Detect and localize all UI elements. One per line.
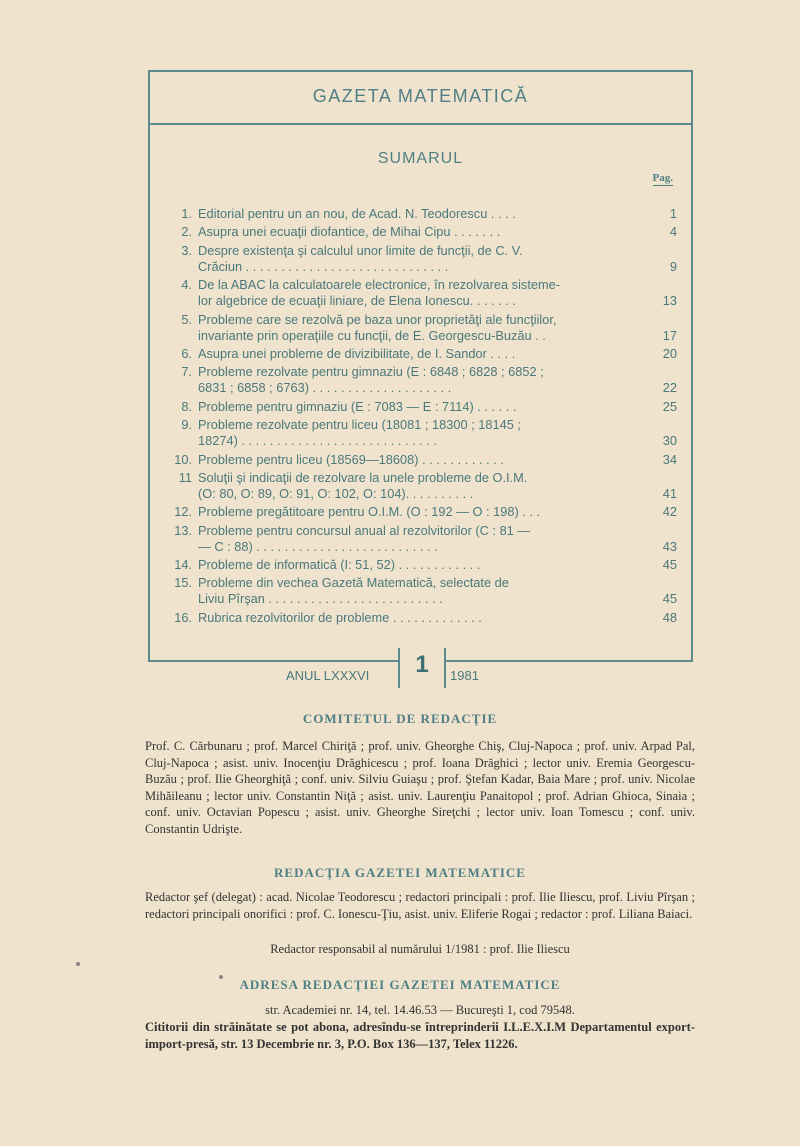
toc-entry-number: 11 [178, 469, 192, 485]
toc-entry-title [198, 364, 639, 396]
toc-entry [172, 399, 677, 415]
volume-label: ANUL LXXXVI [282, 668, 373, 683]
toc-entry [172, 312, 677, 344]
committee-title: COMITETUL DE REDACŢIE [302, 711, 498, 726]
toc-entry [172, 610, 677, 626]
toc-entry [172, 346, 677, 362]
toc-entry-page: 34 [662, 451, 677, 467]
toc-entry-line: 6831 ; 6858 ; 6763) . . . . . . . . . . . . . . . . . . . . [198, 380, 452, 396]
toc-entry-line: 18274) . . . . . . . . . . . . . . . . . . . . . . . . . . . . [198, 433, 437, 449]
print-speck [219, 975, 223, 979]
toc-entry-number: 2. [181, 224, 192, 240]
toc-entry-number: 4. [181, 277, 192, 293]
issue-bar [270, 648, 540, 690]
issue-number: 1 [415, 651, 429, 678]
toc-entry-title [198, 610, 639, 626]
magazine-title: GAZETA MATEMATICĂ [312, 86, 529, 106]
toc-entry-line: Liviu Pîrşan . . . . . . . . . . . . . . . . . . . . . . . . . [198, 591, 443, 607]
editorial-responsible: Redactor responsabil al numărului 1/1981 : prof. Ilie Iliescu [270, 942, 570, 956]
toc-entry-page: 4 [669, 224, 677, 240]
toc-entry-number: 3. [181, 242, 192, 258]
toc-entry-line: Probleme din vechea Gazetă Matematică, selectate de [198, 575, 509, 591]
toc-entry-page: 17 [662, 327, 677, 343]
issue-number-box [398, 648, 446, 688]
toc-entry-title [198, 452, 639, 468]
toc-entry-number: 12. [174, 504, 192, 520]
toc-entry-title [198, 557, 639, 573]
toc-entry-line: Probleme rezolvate pentru gimnaziu (E : 6848 ; 6828 ; 6852 ; [198, 364, 544, 380]
toc-entry-title [198, 206, 639, 222]
address-title: ADRESA REDACŢIEI GAZETEI MATEMATICE [239, 977, 561, 992]
toc-entry-number: 16. [174, 609, 192, 625]
toc-entry-line: Asupra unei ecuaţii diofantice, de Mihai Cipu . . . . . . . [198, 224, 501, 240]
toc-entry-number: 5. [181, 311, 192, 327]
toc-entry-line: Probleme care se rezolvă pe baza unor proprietăţi ale funcţiilor, [198, 311, 557, 327]
toc-entry-page: 48 [662, 609, 677, 625]
toc-entry-title [198, 504, 639, 520]
toc-entry-line: Probleme pentru concursul anual al rezolvitorilor (C : 81 — [198, 522, 531, 538]
toc-entry-line: De la ABAC la calculatoarele electronice, în rezolvarea sisteme- [198, 277, 561, 293]
toc-entry [172, 243, 677, 275]
toc-entry-page: 30 [662, 433, 677, 449]
toc-entry-page: 43 [662, 538, 677, 554]
toc-entry-title [198, 224, 639, 240]
toc-entry-title [198, 277, 639, 309]
toc-entry-title [198, 243, 639, 275]
toc-entry [172, 575, 677, 607]
toc-entry-line: Probleme rezolvate pentru liceu (18081 ; 18300 ; 18145 ; [198, 417, 521, 433]
toc-entry-line: — C : 88) . . . . . . . . . . . . . . . . . . . . . . . . . . [198, 538, 438, 554]
toc-entry [172, 557, 677, 573]
address-line2: Cititorii din străinătate se pot abona, adresîndu-se întreprinderii I.L.E.X.I.M Departamentul export-import-presă, str. 13 Decembrie nr. 3, P.O. Box 136—137, Telex 11226. [145, 1020, 695, 1051]
toc-entry-title [198, 399, 639, 415]
editorial-title: REDACŢIA GAZETEI MATEMATICE [274, 865, 526, 880]
toc-entry-page: 1 [669, 206, 677, 221]
toc-entry-number: 1. [181, 206, 192, 221]
toc-entry-page: 45 [662, 591, 677, 607]
toc-entry-title [198, 575, 639, 607]
toc-entry [172, 523, 677, 555]
toc-entry-line: Probleme pentru liceu (18569—18608) . . . . . . . . . . . . [198, 451, 504, 467]
toc-entry-line: Crăciun . . . . . . . . . . . . . . . . . . . . . . . . . . . . . [198, 258, 449, 274]
toc-entry-page: 25 [662, 398, 677, 414]
print-speck [76, 962, 80, 966]
toc-entry-number: 8. [181, 398, 192, 414]
toc-entry-number: 14. [174, 557, 192, 573]
toc-entry [172, 417, 677, 449]
toc-entry-line: Probleme pregătitoare pentru O.I.M. (O : 192 — O : 198) . . . [198, 504, 541, 520]
toc-entry-line: (O: 80, O: 89, O: 91, O: 102, O: 104). . . . . . . . . . [198, 485, 474, 501]
toc-entry-page: 9 [669, 258, 677, 274]
toc-entry-line: Rubrica rezolvitorilor de probleme . . . . . . . . . . . . . [198, 609, 482, 625]
toc-entry [172, 224, 677, 240]
toc-entry-number: 9. [181, 417, 192, 433]
toc-entry [172, 504, 677, 520]
toc-entry-page: 22 [662, 380, 677, 396]
toc-entry-line: Despre existenţa şi calculul unor limite de funcţii, de C. V. [198, 242, 523, 258]
toc-entry-number: 7. [181, 364, 192, 380]
toc-entry-line: Probleme pentru gimnaziu (E : 7083 — E : 7114) . . . . . . [198, 398, 517, 414]
issue-year: 1981 [450, 668, 479, 683]
toc-entry-line: Editorial pentru un an nou, de Acad. N. Teodorescu . . . . [198, 206, 516, 221]
page-column-label: Pag. [652, 172, 673, 184]
header-divider [150, 123, 691, 125]
toc-entry-title [198, 523, 639, 555]
toc-entry-page: 20 [662, 345, 677, 361]
toc-entry-number: 15. [174, 575, 192, 591]
contents-title: SUMARUL [377, 150, 464, 167]
toc-entry [172, 470, 677, 502]
toc-entry-line: lor algebrice de ecuaţii liniare, de Elena Ionescu. . . . . . . [198, 293, 516, 309]
editorial-text: Redactor şef (delegat) : acad. Nicolae Teodorescu ; redactori principali : prof. Ilie Iliescu, prof. Liviu Pîrşan ; redactori principali onorifici : prof. C. Ionescu-Ţiu, asist. univ. Eliferie Rogai ; redactor : prof. Liliana Baiaci. [145, 890, 695, 921]
committee-text: Prof. C. Cărbunaru ; prof. Marcel Chiriţă ; prof. univ. Gheorghe Chiş, Cluj-Napoca ; prof. univ. Arpad Pal, Cluj-Napoca ; asist. univ. Inocenţiu Drăghicescu ; prof. Ioana Drăghici ; lector univ. Eremia Georgescu-Buzău ; prof. Ilie Gheorghiţă ; conf. univ. Silviu Guiaşu ; prof. Ştefan Kadar, Baia Mare ; prof. univ. Nicolae Mihăileanu ; lector univ. Constantin Niţă ; asist. univ. Laurenţiu Panaitopol ; prof. Adrian Ghioca, Sinaia ; conf. univ. Octavian Popescu ; asist. univ. Gheorghe Sireţchi ; lector univ. Ioan Tomescu ; conf. univ. Constantin Udrişte. [145, 739, 695, 836]
toc-entry-title [198, 312, 639, 344]
toc-entry-number: 10. [174, 451, 192, 467]
table-of-contents [172, 206, 677, 626]
toc-entry-title [198, 346, 639, 362]
contents-frame [148, 70, 693, 662]
toc-entry [172, 206, 677, 222]
toc-entry [172, 364, 677, 396]
toc-entry-line: Probleme de informatică (I: 51, 52) . . . . . . . . . . . . [198, 557, 481, 573]
toc-entry-page: 45 [662, 557, 677, 573]
toc-entry-page: 42 [662, 504, 677, 520]
toc-entry-page: 13 [662, 293, 677, 309]
toc-entry [172, 277, 677, 309]
toc-entry-title [198, 417, 639, 449]
toc-entry [172, 452, 677, 468]
address-line1: str. Academiei nr. 14, tel. 14.46.53 — Bucureşti 1, cod 79548. [265, 1003, 575, 1017]
toc-entry-line: invariante prin operaţiile cu funcţii, de E. Georgescu-Buzău . . [198, 327, 546, 343]
toc-entry-line: Asupra unei probleme de divizibilitate, de I. Sandor . . . . [198, 345, 516, 361]
toc-entry-number: 13. [174, 522, 192, 538]
toc-entry-page: 41 [662, 485, 677, 501]
toc-entry-title [198, 470, 639, 502]
toc-entry-number: 6. [181, 345, 192, 361]
toc-entry-line: Soluţii şi indicaţii de rezolvare la unele probleme de O.I.M. [198, 469, 528, 485]
